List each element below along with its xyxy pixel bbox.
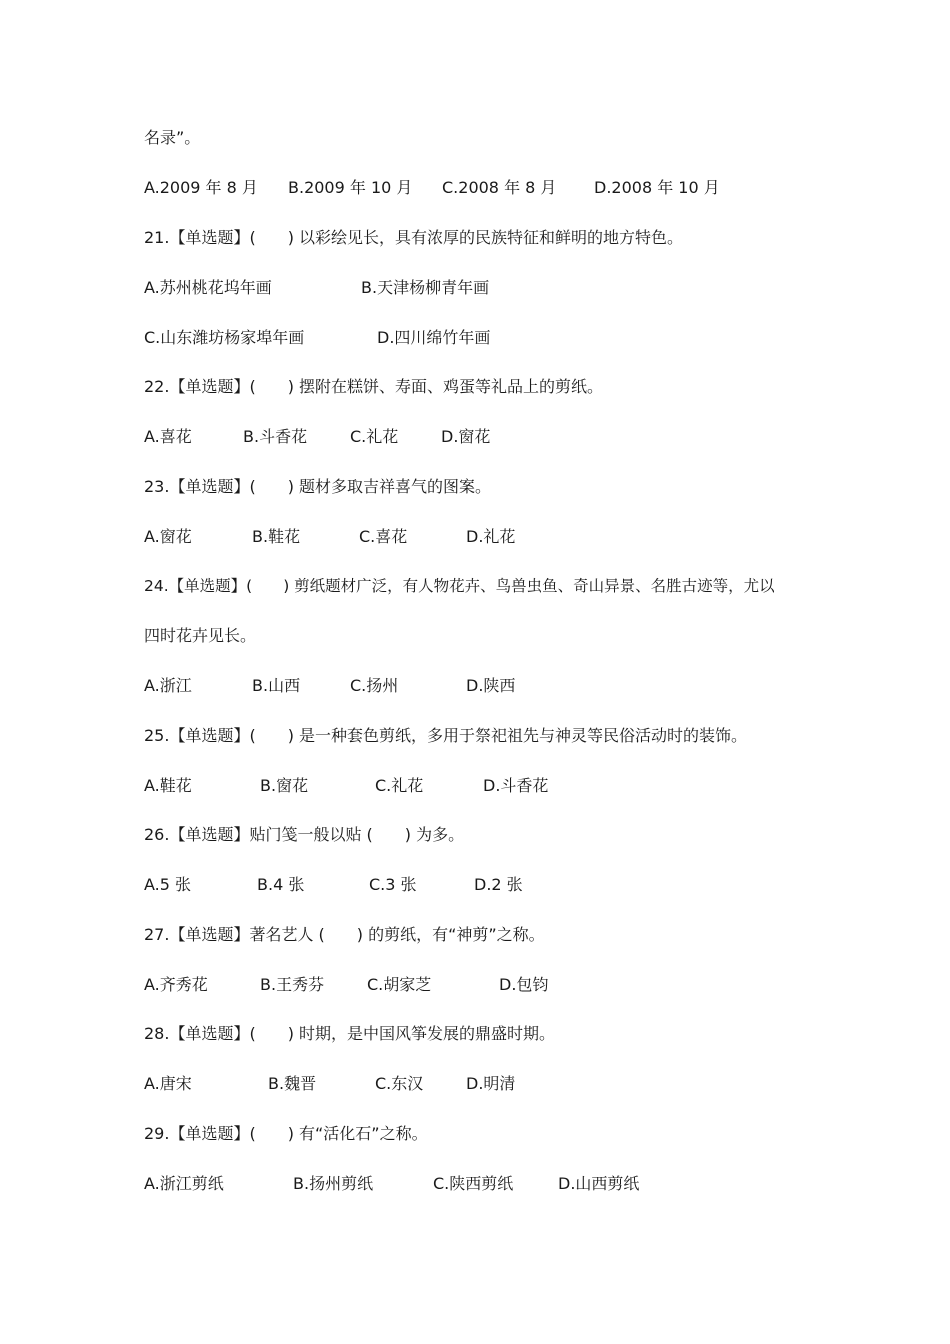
q21-option-a: A.苏州桃花坞年画 [144,278,272,297]
q28-option-b: B.魏晋 [268,1074,317,1093]
q20-option-a: A.2009 年 8 月 [144,178,258,197]
q27-option-a: A.齐秀花 [144,975,208,994]
q27-option-d: D.包钧 [499,975,549,994]
continued-text: 名录”。 [144,128,201,147]
q24-option-a: A.浙江 [144,676,192,695]
q28-option-d: D.明清 [466,1074,516,1093]
question-24-line-2: 四时花卉见长。 [144,626,257,645]
q25-option-c: C.礼花 [375,776,424,795]
q25-option-d: D.斗香花 [483,776,549,795]
question-26: 26.【单选题】贴门笺一般以贴 ( ) 为多。 [144,825,465,844]
q26-option-a: A.5 张 [144,875,192,894]
q24-option-c: C.扬州 [350,676,399,695]
q29-option-c: C.陕西剪纸 [433,1174,514,1193]
q23-option-a: A.窗花 [144,527,192,546]
q27-option-c: C.胡家芝 [367,975,432,994]
q25-option-a: A.鞋花 [144,776,192,795]
q26-option-b: B.4 张 [257,875,305,894]
q24-option-d: D.陕西 [466,676,516,695]
question-24-line-1: 24.【单选题】( ) 剪纸题材广泛，有人物花卉、鸟兽虫鱼、奇山异景、名胜古迹等，尤以 [144,577,775,595]
q25-option-b: B.窗花 [260,776,309,795]
q26-option-c: C.3 张 [369,875,417,894]
question-23: 23.【单选题】( ) 题材多取吉祥喜气的图案。 [144,477,492,496]
q22-option-c: C.礼花 [350,427,399,446]
q27-option-b: B.王秀芬 [260,975,325,994]
q29-option-b: B.扬州剪纸 [293,1174,374,1193]
q21-option-d: D.四川绵竹年画 [377,328,491,347]
q21-option-c: C.山东潍坊杨家埠年画 [144,328,305,347]
q23-option-b: B.鞋花 [252,527,301,546]
q24-option-b: B.山西 [252,676,301,695]
q29-option-d: D.山西剪纸 [558,1174,640,1193]
q21-option-b: B.天津杨柳青年画 [361,278,490,297]
q20-option-b: B.2009 年 10 月 [288,178,413,197]
q23-option-d: D.礼花 [466,527,516,546]
q20-option-c: C.2008 年 8 月 [442,178,557,197]
q26-option-d: D.2 张 [474,875,523,894]
q22-option-a: A.喜花 [144,427,192,446]
question-27: 27.【单选题】著名艺人 ( ) 的剪纸，有“神剪”之称。 [144,925,545,944]
q29-option-a: A.浙江剪纸 [144,1174,224,1193]
question-29: 29.【单选题】( ) 有“活化石”之称。 [144,1124,428,1143]
question-21: 21.【单选题】( ) 以彩绘见长，具有浓厚的民族特征和鲜明的地方特色。 [144,228,684,247]
question-25: 25.【单选题】( ) 是一种套色剪纸，多用于祭祀祖先与神灵等民俗活动时的装饰。 [144,726,748,745]
question-28: 28.【单选题】( ) 时期，是中国风筝发展的鼎盛时期。 [144,1024,556,1043]
q20-option-d: D.2008 年 10 月 [594,178,720,197]
q23-option-c: C.喜花 [359,527,408,546]
q28-option-c: C.东汉 [375,1074,424,1093]
question-22: 22.【单选题】( ) 摆附在糕饼、寿面、鸡蛋等礼品上的剪纸。 [144,377,604,396]
q22-option-b: B.斗香花 [243,427,308,446]
q22-option-d: D.窗花 [441,427,491,446]
q28-option-a: A.唐宋 [144,1074,192,1093]
